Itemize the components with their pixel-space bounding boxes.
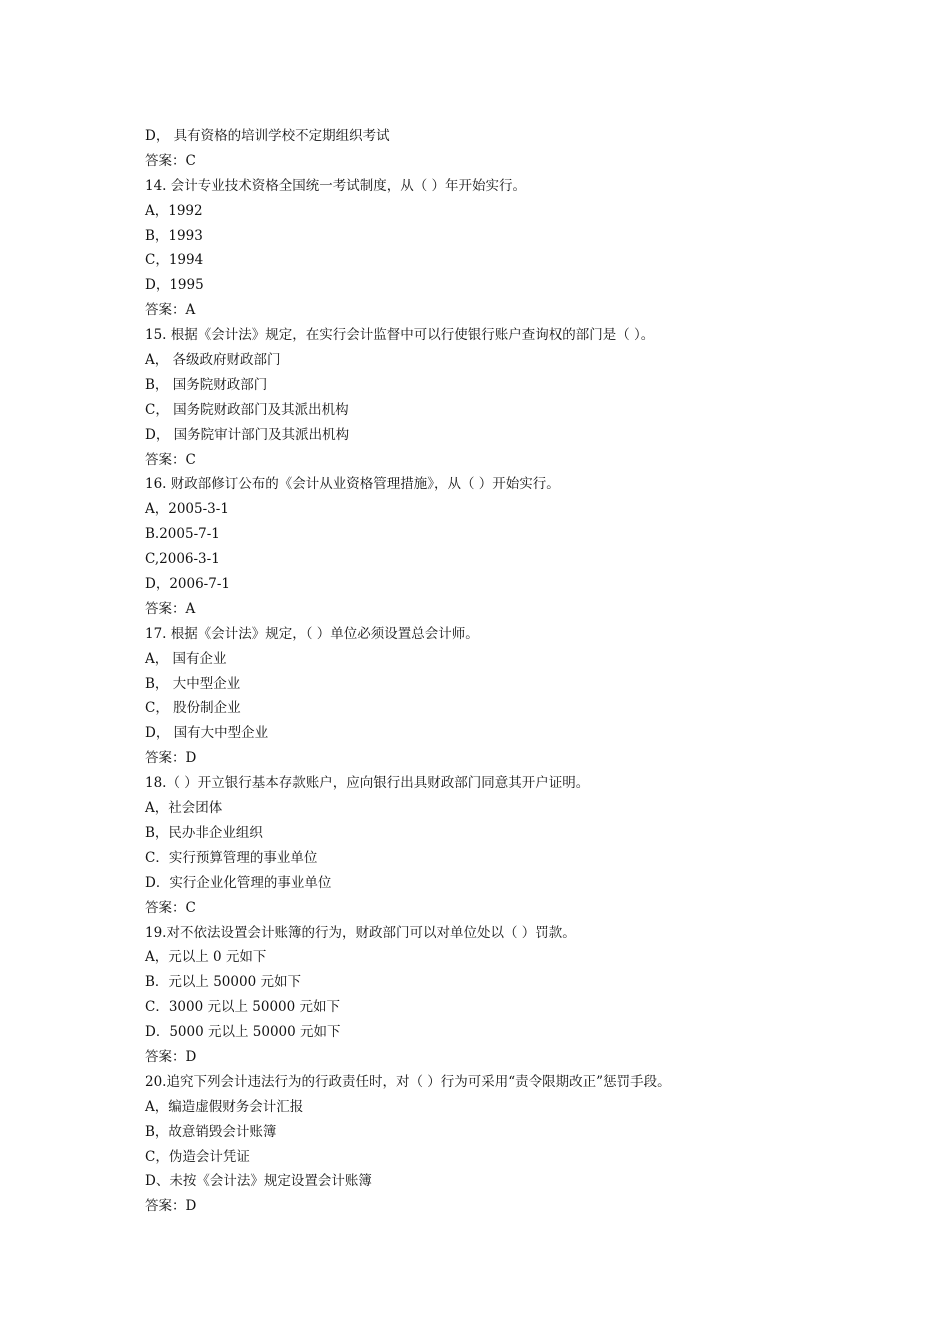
option-line: B，民办非企业组织 — [145, 824, 263, 841]
answer-line: 答案：D — [145, 750, 197, 767]
option-line: D， 国有大中型企业 — [145, 725, 269, 742]
answer-line: 答案：D — [145, 1198, 197, 1215]
answer-line: 答案：C — [145, 152, 196, 169]
option-line: D，1995 — [145, 277, 204, 294]
option-line: A，1992 — [145, 202, 203, 219]
question-20: 20.追究下列会计违法行为的行政责任时，对（ ）行为可采用“责令限期改正”惩罚手段。 — [145, 1073, 671, 1090]
option-line: C， 国务院财政部门及其派出机构 — [145, 401, 349, 418]
option-line: C,2006-3-1 — [145, 551, 220, 568]
answer-line: 答案：A — [145, 302, 196, 319]
option-line: A，编造虚假财务会计汇报 — [145, 1098, 304, 1115]
question-16: 16. 财政部修订公布的《会计从业资格管理措施》，从（ ）开始实行。 — [145, 476, 560, 493]
option-line: D．实行企业化管理的事业单位 — [145, 874, 332, 891]
option-line: B， 大中型企业 — [145, 675, 241, 692]
answer-line: 答案：C — [145, 451, 196, 468]
question-18: 18.（ ）开立银行基本存款账户，应向银行出具财政部门同意其开户证明。 — [145, 775, 590, 792]
option-line: B．元以上 50000 元如下 — [145, 974, 301, 991]
option-line: B.2005-7-1 — [145, 526, 220, 543]
question-19: 19.对不依法设置会计账簿的行为，财政部门可以对单位处以（ ）罚款。 — [145, 924, 576, 941]
text-line: D， 具有资格的培训学校不定期组织考试 — [145, 128, 390, 144]
option-line: C， 股份制企业 — [145, 700, 241, 717]
question-17: 17. 根据《会计法》规定，（ ）单位必须设置总会计师。 — [145, 625, 479, 642]
option-line: A，社会团体 — [145, 800, 223, 817]
document-body — [145, 124, 845, 1219]
option-line: D．5000 元以上 50000 元如下 — [145, 1024, 341, 1041]
question-15: 15. 根据《会计法》规定，在实行会计监督中可以行使银行账户查询权的部门是（ ）。 — [145, 327, 655, 344]
option-line: D，2006-7-1 — [145, 576, 230, 593]
option-line: C．3000 元以上 50000 元如下 — [145, 999, 341, 1016]
option-line: C，1994 — [145, 252, 204, 269]
question-14: 14. 会计专业技术资格全国统一考试制度，从（ ）年开始实行。 — [145, 177, 527, 194]
option-line: A，2005-3-1 — [145, 501, 229, 518]
answer-line: 答案：C — [145, 899, 196, 916]
option-line: D， 国务院审计部门及其派出机构 — [145, 426, 350, 443]
option-line: A， 各级政府财政部门 — [145, 352, 281, 369]
option-line: A， 国有企业 — [145, 650, 227, 667]
option-line: B，故意销毁会计账簿 — [145, 1123, 277, 1140]
option-line: A，元以上 0 元如下 — [145, 949, 267, 966]
option-line: B，1993 — [145, 227, 203, 244]
option-line: D、未按《会计法》规定设置会计账簿 — [145, 1173, 372, 1190]
option-line: B， 国务院财政部门 — [145, 376, 268, 393]
answer-line: 答案：D — [145, 1048, 197, 1065]
option-line: C．实行预算管理的事业单位 — [145, 849, 318, 866]
answer-line: 答案：A — [145, 600, 196, 617]
option-line: C，伪造会计凭证 — [145, 1148, 250, 1165]
